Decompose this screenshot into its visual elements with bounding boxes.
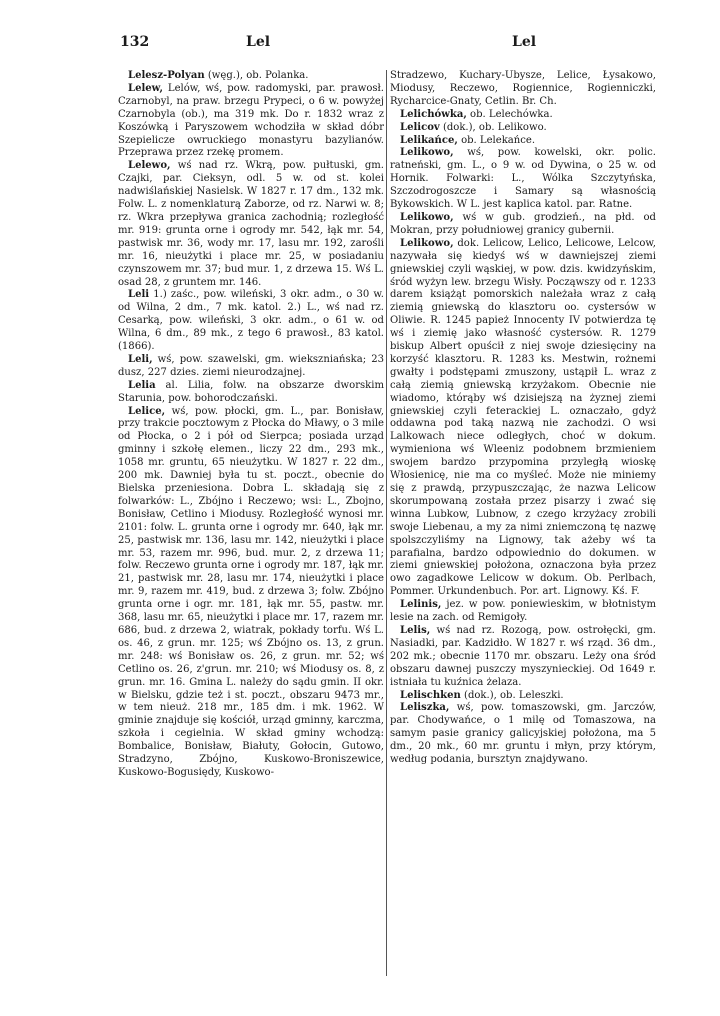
entry — [390, 122, 656, 135]
entry-text: ob. Lelechówka. — [466, 108, 553, 120]
entry — [118, 70, 384, 83]
entry-headword: Lelikowo, — [400, 237, 454, 249]
right-running-head: Lel — [512, 34, 537, 50]
entry-text: ob. Lelekańce. — [457, 134, 536, 146]
page-number: 132 — [120, 34, 150, 50]
entry-headword: Lelichówka, — [400, 108, 467, 120]
left-running-head: Lel — [246, 34, 271, 50]
entry — [118, 354, 384, 380]
entry — [118, 289, 384, 354]
entry-headword: Lelis, — [400, 624, 431, 636]
entry-text: Lelów, wś, pow. radomyski, par. prawosł. Czarnobyl, na praw. brzegu Prypeci, o 6 w. powyżej Czarnobyla (ob.), ma 319 mk. Do r. 1832 wraz z Koszówką i Paryszowem wchodziła w skład dóbr Szepielicze owruckiego monastyru bazylianów. Przeprawa przez rzekę promem. — [118, 82, 384, 159]
entry — [118, 83, 384, 160]
entry-continuation — [390, 70, 656, 109]
entry-headword: Lelewo, — [128, 160, 171, 172]
entry-text: dok. Lelicow, Lelico, Lelicowe, Lelcow, nazywała się kiedyś wś w dawniejszej ziemi gniewskiej czyli wąskiej, w pow. dzis. kwidzyńskim, śród wyżyn lew. brzegu Wisły. Począwszy od r. 1233 darem książąt pomorskich należała wraz z całą ziemią gniewską do klasztoru oo. cystersów w Oliwie. R. 1245 papież Innocenty IV potwierdza tę wś i ziemię jako własność cystersów. R. 1279 biskup Albert opuścił z niej swoje dziesięciny na korzyść klasztoru. R. 1283 ks. Mestwin, rożnemi gwałty i podstępami zmuszony, ustąpił L. wraz z całą ziemią gniewską krzyżakom. Obecnie nie wiadomo, którąby wś dzisiejszą na żyznej ziemi gniewskiej czyli feterackiej L. oznaczało, gdyż oddawna pod taką nazwą nie zachodzi. O wsi Lalkowach niece odległych, choć w dokum. wymieniona wś Wleeniz podobnem brzmieniem swojem bardzo przypomina przyległą wioskę Włosienicę, nie ma co myśleć. Może nie miniemy się z prawdą, przypuszczając, że nazwa Lelicow skorumpowaną została przez pisarzy i zwać się winna Lubkow, Lubnow, z czego krzyżacy zrobili swoje Liebenau, a my za nimi zniemczoną tę nazwę spolszczyliśmy na Lignowy, tak ażeby wś ta parafialna, bardzo odpowiednio do dokumen. w ziemi gniewskiej położona, oznaczona była przez owo zagadkowe Lelicow w dokum. Ob. Perlbach, Pommer. Urkundenbuch. Por. art. Lignowy. Kś. F. — [390, 237, 656, 598]
entry — [390, 599, 656, 625]
entry-text: al. Lilia, folw. na obszarze dworskim Starunia, pow. bohorodczański. — [118, 379, 384, 404]
entry-headword: Lelia — [128, 379, 156, 391]
entry-text: wś w gub. grodzień., na płd. od Mokran, przy południowej granicy gubernii. — [390, 211, 656, 236]
entry-text: Stradzewo, Kuchary-Ubysze, Lelice, Łysakowo, Miodusy, Reczewo, Rogiennice, Rogienniczki, Rycharcice-Gnaty, Cetlin. Br. Ch. — [390, 70, 656, 107]
entry — [390, 690, 656, 703]
entry-text: (węg.), ob. Polanka. — [204, 70, 309, 81]
entry — [390, 238, 656, 599]
entry-headword: Lelew, — [128, 82, 163, 94]
entry-text: wś nad rz. Rozogą, pow. ostrołęcki, gm. Nasiadki, par. Kadzidło. W 1827 r. wś rząd. 36 dm., 202 mk.; obecnie 1170 mr. obszaru. Leży ona śród obszaru dawnej puszczy myszynieckiej. Od 1649 r. istniała tu kuźnica żelaza. — [390, 624, 656, 688]
entry-text: (dok.), ob. Lelikowo. — [439, 121, 547, 133]
entry-headword: Leliszka, — [400, 702, 450, 714]
entry-text: 1.) zaśc., pow. wileński, 3 okr. adm., o 30 w. od Wilna, 2 dm., 7 mk. katol. 2.) L., wś nad rz. Cesarką, pow. wileński, 3 okr. adm., o 61 w. od Wilna, 6 dm., 89 mk., z tego 6 prawosł., 83 katol. (1866). — [118, 289, 384, 353]
entry — [390, 625, 656, 690]
entry — [390, 702, 656, 767]
entry-text: (dok.), ob. Leleszki. — [460, 689, 564, 701]
entry — [118, 406, 384, 780]
entry-text: wś nad rz. Wkrą, pow. pułtuski, gm. Czajki, par. Cieksyn, odl. 5 w. od st. kolei nadwiślańskiej Nasielsk. W 1827 r. 17 dm., 132 mk. Folw. L. z nomenklaturą Zaborze, od rz. Narwi w. 8; rz. Wkra przepływa granica zachodnią; rozległość mr. 919: grunta orne i ogrody mr. 542, łąk mr. 54, pastwisk mr. 36, wody mr. 17, lasu mr. 192, zarośli mr. 16, nieużytki i place mr. 25, w posiadaniu czynszowem mr. 37; bud mur. 1, z drzewa 15. Wś L. osad 28, z gruntem mr. 146. — [118, 160, 384, 288]
entry-headword: Lelikowo, — [400, 211, 454, 223]
entry-headword: Leli, — [128, 353, 153, 365]
left-column — [118, 70, 384, 976]
entry — [118, 380, 384, 406]
right-column — [390, 70, 656, 976]
entry — [390, 135, 656, 148]
entry-headword: Lelikowo, — [400, 147, 454, 159]
entry-headword: Lelicov — [400, 121, 440, 133]
entry-headword: Lelischken — [400, 689, 461, 701]
entry-text: jez. w pow. poniewieskim, w błotnistym lesie na zach. od Remigoły. — [390, 599, 656, 624]
entry-headword: Lelikańce, — [400, 134, 458, 146]
entry-headword: Lelinis, — [400, 599, 442, 611]
entry-text: wś, pow. tomaszowski, gm. Jarczów, par. Chodywańce, o 1 milę od Tomaszowa, na samym pasie granicy galicyjskiej położona, ma 5 dm., 20 mk., 60 mr. gruntu i młyn, przy którym, według podania, bursztyn znajdywano. — [390, 702, 656, 766]
entry — [390, 109, 656, 122]
entry — [118, 160, 384, 289]
entry-headword: Lelice, — [128, 405, 166, 417]
entry — [390, 212, 656, 238]
column-divider — [386, 70, 387, 976]
entry-text: wś, pow. kowelski, okr. polic. ratneński, gm. L., o 9 w. od Dywina, o 25 w. od Hornik. Folwarki: L., Wólka Szczytyńska, Szczodrogoszcze i Samary są własnością Bykowskich. W L. jest kaplica katol. par. Ratne. — [390, 147, 656, 211]
entry-headword: Leli — [128, 289, 150, 301]
entry-text: wś, pow. płocki, gm. L., par. Bonisław, przy trakcie pocztowym z Płocka do Mławy, o 3 mile od Płocka, o 2 i pół od Sierpca; posiada urząd gminny i szkołę elemen., liczy 22 dm., 293 mk., 1058 mr. gruntu, 65 nieużytku. W 1827 r. 22 dm., 200 mk. Dawniej była tu st. poczt., obecnie do Bielska przeniesiona. Dobra L. składają się z folwarków: L., Zbójno i Reczewo; wsi: L., Zbojno, Bonisław, Cetlino i Miodusy. Rozległość wynosi mr. 2101: folw. L. grunta orne i ogrody mr. 640, łąk mr. 25, pastwisk mr. 136, lasu mr. 142, nieużytki i place mr. 53, razem mr. 996, bud. mur. 2, z drzewa 11; folw. Reczewo grunta orne i ogrody mr. 187, łąk mr. 21, pastwisk mr. 28, lasu mr. 174, nieużytki i place mr. 9, razem mr. 419, bud. z drzewa 3; folw. Zbójno grunta orne i ogr. mr. 181, łąk mr. 55, pastw. mr. 368, lasu mr. 65, nieużytki i place mr. 17, razem mr. 686, bud. z drzewa 2, wiatrak, pokłady torfu. Wś L. os. 46, z grun. mr. 125; wś Zbójno os. 13, z grun. mr. 248: wś Bonisław os. 26, z grun. mr. 52; wś Cetlino os. 26, z'grun. mr. 210; wś Miodusy os. 8, z grun. mr. 16. Gmina L. należy do sądu gmin. II okr. w Bielsku, gdzie też i st. poczt., obszaru 9473 mr., w tem nieuż. 218 mr., 185 dm. i mk. 1962. W gminie znajduje się kościół, urząd gminny, karczma, szkoła i cegielnia. W skład gminy wchodzą: Bombalice, Bonisław, Białuty, Gołocin, Gutowo, Stradzyno, Zbójno, Kuskowo-Broniszewice, Kuskowo-Bogusiędy, Kuskowo- — [118, 405, 384, 778]
entry-headword: Lelesz-Polyan — [128, 70, 205, 81]
entry — [390, 147, 656, 212]
entry-text: wś, pow. szawelski, gm. wiekszniańska; 23 dusz, 227 dzies. ziemi nieurodzajnej. — [118, 353, 384, 378]
